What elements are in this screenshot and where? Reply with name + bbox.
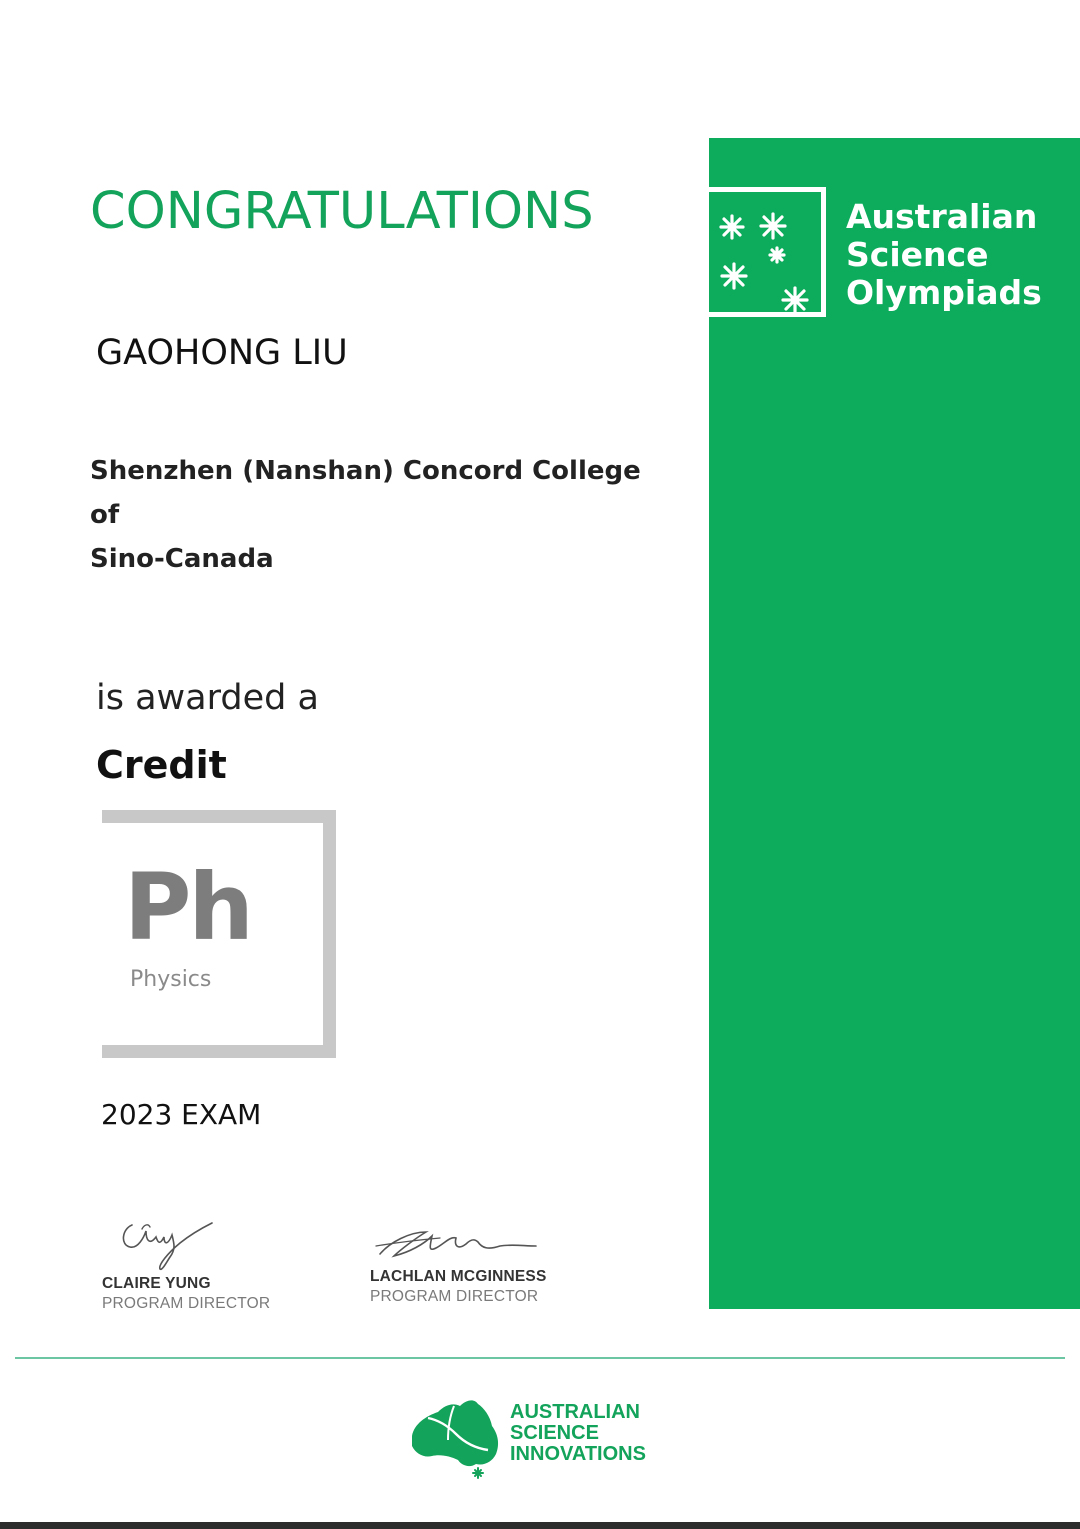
school-name — [90, 449, 650, 581]
wordmark-line-1: Australian — [846, 197, 1038, 236]
bottom-edge-bar — [0, 1522, 1080, 1529]
footer-wordmark-line-3: INNOVATIONS — [510, 1443, 646, 1465]
wordmark-line-2: Science — [846, 235, 989, 274]
tile-border-bottom — [102, 1045, 336, 1058]
footer-wordmark-line-1: AUSTRALIAN — [510, 1401, 640, 1423]
tile-border-top — [102, 810, 336, 823]
footer-divider — [15, 1357, 1065, 1359]
subject-name: Physics — [130, 967, 212, 992]
congratulations-heading: CONGRATULATIONS — [90, 182, 594, 241]
signatory-name-1: CLAIRE YUNG — [102, 1275, 211, 1292]
southern-cross-stars-icon — [709, 192, 826, 322]
subject-symbol: Ph — [124, 854, 251, 961]
science-innovations-wordmark — [510, 1402, 646, 1465]
award-level: Credit — [96, 743, 227, 787]
tile-border-right — [323, 810, 336, 1058]
olympiads-wordmark — [846, 198, 1042, 312]
signatory-title-1: PROGRAM DIRECTOR — [102, 1295, 271, 1312]
signature-block-1 — [102, 1215, 270, 1313]
olympiads-brand-panel — [709, 138, 1080, 1309]
signature-image-2 — [370, 1222, 540, 1266]
recipient-name: GAOHONG LIU — [96, 333, 348, 373]
subject-element-tile — [102, 810, 336, 1058]
exam-year: 2023 EXAM — [101, 1098, 262, 1131]
signatory-name-2: LACHLAN MCGINNESS — [370, 1268, 547, 1285]
school-name-line-2: Sino-Canada — [90, 544, 274, 574]
signatory-title-2: PROGRAM DIRECTOR — [370, 1288, 539, 1305]
school-name-line-1: Shenzhen (Nanshan) Concord College of — [90, 456, 641, 530]
wordmark-line-3: Olympiads — [846, 273, 1042, 312]
signature-block-2 — [370, 1222, 546, 1306]
awarded-text: is awarded a — [96, 678, 319, 718]
australia-map-icon — [404, 1396, 504, 1482]
footer-wordmark-line-2: SCIENCE — [510, 1422, 599, 1444]
southern-cross-logo — [709, 187, 826, 317]
signature-image-1 — [102, 1215, 222, 1273]
